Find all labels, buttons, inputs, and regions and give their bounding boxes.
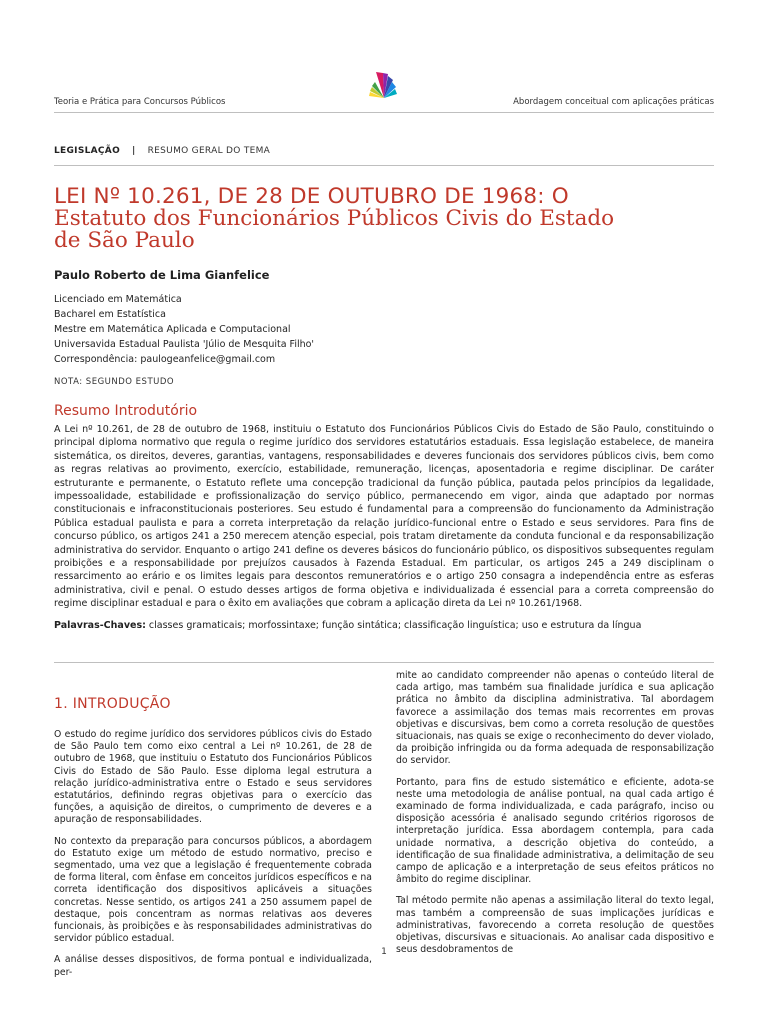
keywords-label: Palavras-Chaves: — [54, 620, 146, 631]
title-line-1: LEI Nº 10.261, DE 28 DE OUTUBRO DE 1968: O — [54, 184, 569, 209]
section-category: LEGISLAÇÃO — [54, 146, 121, 156]
correspondence-line: Correspondência: paulogeanfelice@gmail.com — [54, 354, 276, 365]
section-subcategory: RESUMO GERAL DO TEMA — [147, 146, 271, 156]
introduction-heading: 1. INTRODUÇÃO — [54, 696, 171, 712]
header-rule — [54, 112, 714, 113]
credential-line: Licenciado em Matemática — [54, 294, 182, 305]
page-number: 1 — [381, 947, 387, 957]
running-header-left: Teoria e Prática para Concursos Públicos — [54, 97, 226, 107]
right-column — [396, 670, 714, 965]
keywords — [54, 620, 714, 631]
paragraph: Tal método permite não apenas a assimilação literal do texto legal, mas também a compreensão de suas implicações jurídicas e administrativas, favorecendo a correta resolução de questões objetivas, discursivas e situacionais. Ao analisar cada dispositivo e seus desdobramentos de — [396, 895, 714, 956]
credential-line: Mestre em Matemática Aplicada e Computacional — [54, 324, 291, 335]
credential-line: Universavida Estadual Paulista 'Júlio de Mesquita Filho' — [54, 339, 315, 350]
running-header-right: Abordagem conceitual com aplicações práticas — [513, 97, 714, 107]
section-tag — [54, 146, 270, 156]
abstract-text: A Lei nº 10.261, de 28 de outubro de 1968, instituiu o Estatuto dos Funcionários Públicos Civis do Estado de São Paulo, constituindo o principal diploma normativo que regula o regime jurídico dos servidores estatutários estaduais. Essa legislação estabelece, de maneira sistemática, os direitos, deveres, garantias, vantagens, responsabilidades e deveres funcionais dos servidores públicos civis, bem como as regras relativas ao provimento, exercício, estabilidade, remuneração, licenças, aposentadoria e regime disciplinar. De caráter estruturante e permanente, o Estatuto reflete uma concepção tradicional da função pública, pautada pelos princípios da legalidade, impessoalidade, estabilidade e profissionalização do serviço público, permanecendo em vigor, ainda que adaptado por normas constitucionais e infraconstitucionais posteriores. Seu estudo é fundamental para a compreensão do funcionamento da Administração Pública estadual paulista e para a correta interpretação da relação jurídico-funcional entre o Estado e seus servidores. Para fins de concurso público, os artigos 241 a 250 merecem atenção especial, pois tratam diretamente da conduta funcional e da responsabilização administrativa do servidor. Enquanto o artigo 241 define os deveres básicos do funcionário público, os dispositivos subsequentes regulam proibições e a responsabilidade por prejuízos causados à Fazenda Estadual. Em particular, os artigos 245 a 249 disciplinam o ressarcimento ao erário e os limites legais para descontos remuneratórios e o artigo 250 consagra a independência entre as esferas administrativa, civil e penal. O estudo desses artigos de forma objetiva e individualizada é essencial para a correta compreensão do regime disciplinar estadual e para o êxito em avaliações que cobram a aplicação direta da Lei nº 10.261/1968. — [54, 424, 714, 610]
paper-title — [54, 186, 718, 252]
author-credentials — [54, 292, 314, 367]
credential-line: Bacharel em Estatística — [54, 309, 166, 320]
abstract-heading: Resumo Introdutório — [54, 403, 198, 419]
paragraph: O estudo do regime jurídico dos servidores públicos civis do Estado de São Paulo tem como eixo central a Lei nº 10.261, de 28 de outubro de 1968, que instituiu o Estatuto dos Funcionários Públicos Civis do Estado de São Paulo. Esse diploma legal estrutura a relação jurídico-administrativa entre o Estado e seus servidores estatutários, definindo regras objetivas para o exercício das funções, a aquisição de direitos, o cumprimento de deveres e a apuração de responsabilidades. — [54, 729, 372, 826]
paragraph: No contexto da preparação para concursos públicos, a abordagem do Estatuto exige um método de estudo normativo, preciso e segmentado, uma vez que a legislação é frequentemente cobrada de forma literal, com ênfase em conceitos jurídicos específicos e na correta identificação dos dispositivos aplicáveis a situações concretas. Nesse sentido, os artigos 241 a 250 assumem papel de destaque, pois concentram as normas relativas aos deveres funcionais, às proibições e às responsabilidades administrativas do servidor público estadual. — [54, 835, 372, 945]
title-line-3: de São Paulo — [54, 228, 195, 253]
author-name: Paulo Roberto de Lima Gianfelice — [54, 268, 270, 282]
abstract-rule — [54, 662, 714, 663]
section-rule — [54, 165, 714, 166]
paragraph: Portanto, para fins de estudo sistemático e eficiente, adota-se neste uma metodologia de análise pontual, na qual cada artigo é examinado de forma individualizada, e cada parágrafo, inciso ou disposição acessória é analisado segundo critérios rigorosos de interpretação jurídica. Essa abordagem contempla, para cada unidade normativa, a descrição objetiva do conteúdo, a identificação de sua finalidade administrativa, a delimitação de seu campo de aplicação e a interpretação de seus efeitos práticos no âmbito do regime disciplinar. — [396, 776, 714, 886]
paragraph: A análise desses dispositivos, de forma pontual e individualizada, per- — [54, 954, 372, 978]
title-line-2: Estatuto dos Funcionários Públicos Civis do Estado — [54, 206, 615, 231]
paragraph: mite ao candidato compreender não apenas o conteúdo literal de cada artigo, mas também sua finalidade jurídica e sua aplicação prática no âmbito da disciplina administrativa. Tal abordagem favorece a assimilação dos temas mais recorrentes em provas objetivas e discursivas, bem como a correta resolução de questões situacionais, nas quais se exige o reconhecimento do dever violado, da proibição infringida ou da forma adequada de responsabilização do servidor. — [396, 670, 714, 767]
keywords-list: classes gramaticais; morfossintaxe; função sintática; classificação linguística; uso e estrutura da língua — [145, 620, 642, 631]
study-note: NOTA: SEGUNDO ESTUDO — [54, 377, 175, 387]
books-fan-logo — [366, 68, 402, 104]
section-separator: | — [132, 146, 136, 156]
